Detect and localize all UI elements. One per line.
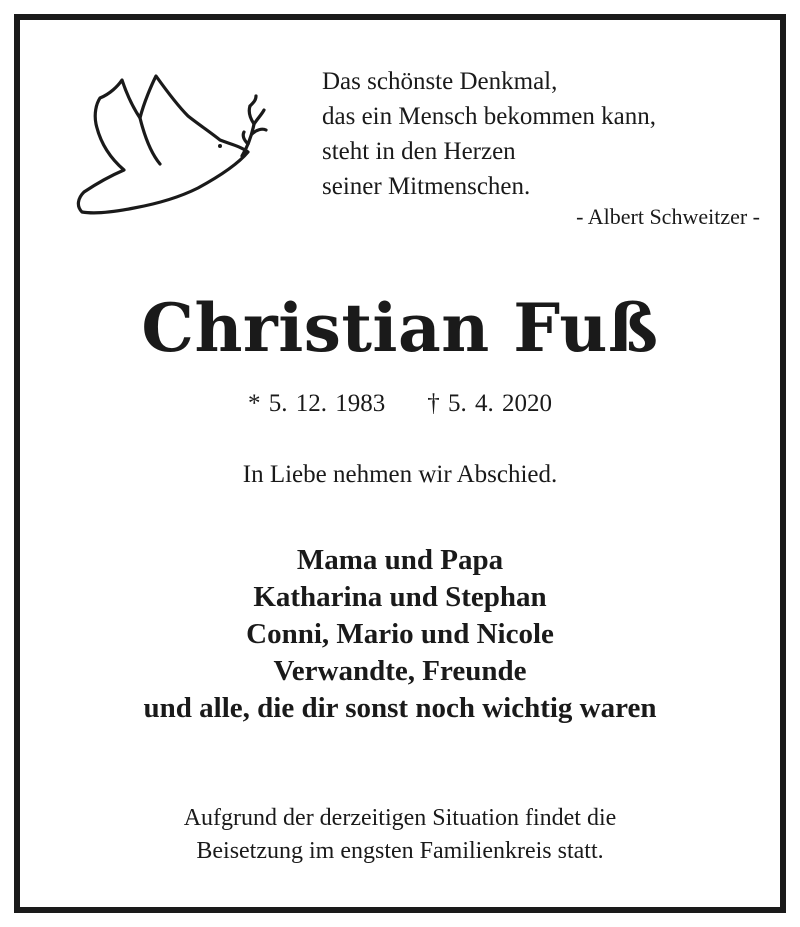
dove-icon <box>70 72 280 232</box>
funeral-note-line: Aufgrund der derzeitigen Situation findet die <box>183 805 617 831</box>
quote-line: Das schönste Denkmal, <box>322 68 558 95</box>
quote-line: das ein Mensch bekommen kann, <box>322 103 656 130</box>
farewell-text: In Liebe nehmen wir Abschied. <box>242 461 558 488</box>
quote-line: steht in den Herzen <box>322 138 516 165</box>
funeral-note-line: Beisetzung im engsten Familienkreis statt. <box>196 838 604 864</box>
life-dates <box>20 386 780 422</box>
funeral-note <box>20 802 780 868</box>
mourner-line: Conni, Mario und Nicole <box>246 618 554 650</box>
quote-line: seiner Mitmenschen. <box>322 173 531 200</box>
deceased-name: Christian Fuß <box>141 289 659 367</box>
mourner-line: Mama und Papa <box>296 544 504 576</box>
quote-author: - Albert Schweitzer - <box>576 204 760 229</box>
quote-block <box>322 64 772 232</box>
obituary-notice <box>14 14 786 913</box>
mourners-list <box>20 542 780 727</box>
birth-date: * 5. 12. 1983 <box>248 390 386 417</box>
mourner-line: und alle, die dir sonst noch wichtig waren <box>143 692 657 724</box>
death-date: † 5. 4. 2020 <box>427 390 552 417</box>
mourner-line: Katharina und Stephan <box>253 581 547 613</box>
mourner-line: Verwandte, Freunde <box>273 655 527 687</box>
